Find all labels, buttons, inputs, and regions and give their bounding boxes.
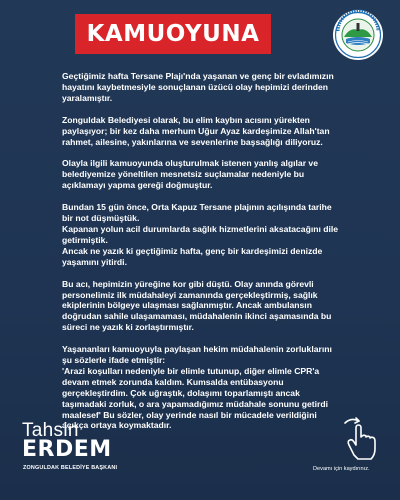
text-line: Geçtiğimiz hafta Tersane Plajı'nda yaşanan ve genç bir evladımızın <box>62 71 334 81</box>
text-line: doğrudan sahile ulaşamaması, müdahalenin ikinci aşamasında bu <box>62 311 332 322</box>
text-line: personelimiz ilk müdahaleyi zamanında gerçekleştirmiş, sağlık <box>62 289 318 300</box>
paragraph-6 <box>62 344 362 431</box>
text-line: hayatını kaybetmesiyle sonuçlanan üzücü olay hepimizi derinden <box>62 81 329 92</box>
signature-title: ZONGULDAK BELEDİYE BAŞKANI <box>23 465 118 471</box>
text-line: Bundan 15 gün önce, Orta Kapuz Tersane plajının açılışında tarihe <box>62 202 332 213</box>
text-line: belediyemize yöneltilen mesnetsiz suçlamalar nedeniyle bu <box>62 169 305 180</box>
text-line: açıkça ortaya koymaktadır. <box>62 420 172 431</box>
statement-body <box>62 71 362 442</box>
signature-first-name: Tahsin <box>22 420 79 441</box>
text-line: Yaşananları kamuoyuyla paylaşan hekim müdahalenin zorluklarını <box>62 344 332 355</box>
text-line: bir not düşmüştük. <box>62 213 140 224</box>
text-line: ekiplerinin bölgeye ulaşması sağlanmıştır. Ancak ambulansın <box>62 300 312 311</box>
text-line: şu sözlerle ifade etmiştir: <box>62 355 166 366</box>
text-line: paylaşıyor; bir kez daha merhum Uğur Ayaz kardeşimize Allah'tan <box>62 125 330 136</box>
paragraph-5 <box>62 279 362 334</box>
text-line: taşımadaki zorluk, o ara yapamadığımız müdahale sonunu getirdi <box>62 398 328 409</box>
swipe-hint-text: Devamı için kaydırınız. <box>313 466 370 472</box>
text-line: Bu acı, hepimizin yüreğine kor gibi düştü. Olay anında görevli <box>62 278 314 289</box>
title-banner <box>75 14 271 54</box>
text-line: devam etmek zorunda kaldım. Kumsalda entübasyonu <box>62 376 284 387</box>
paragraph-4 <box>62 202 362 267</box>
text-line: açıklamayı yapma gereği doğmuştur. <box>62 180 213 191</box>
paragraph-1 <box>62 71 362 104</box>
text-line: gerçekleştirdim. Çok uğraştık, dolaşımı toparlamıştı ancak <box>62 387 300 398</box>
text-line: maalesef' Bu sözler, olay yerinde nasıl bir mücadele verildiğini <box>62 409 317 420</box>
mayor-signature <box>22 420 142 490</box>
signature-last-name: ERDEM <box>22 437 112 462</box>
text-line: yaralamıştır. <box>62 92 113 103</box>
text-line: süreci ne yazık ki zorlaştırmıştır. <box>62 322 194 333</box>
text-line: getirmiştik. <box>62 234 108 245</box>
municipality-seal-logo <box>332 9 384 61</box>
paragraph-2 <box>62 115 362 148</box>
text-line: Ancak ne yazık ki geçtiğimiz hafta, genç bir kardeşimizi denizde <box>62 245 323 256</box>
text-line: Kapanan yolun acil durumlarda sağlık hizmetlerini aksatacağını dile <box>62 223 339 234</box>
swipe-hand-icon <box>339 415 381 463</box>
text-line: rahmet, ailesine, yakınlarına ve sevenlerine başsağlığı diliyoruz. <box>62 136 323 147</box>
text-line: Olayla ilgili kamuoyunda oluşturulmak istenen yanlış algılar ve <box>62 158 318 169</box>
paragraph-3 <box>62 158 362 191</box>
page-title: KAMUOYUNA <box>86 21 260 47</box>
text-line: Zonguldak Belediyesi olarak, bu elim kaybın acısını yürekten <box>62 114 310 125</box>
text-line: yaşamını yitirdi. <box>62 256 127 267</box>
text-line: 'Arazi koşulları nedeniyle bir elimle tutunup, diğer elimle CPR'a <box>62 365 320 376</box>
